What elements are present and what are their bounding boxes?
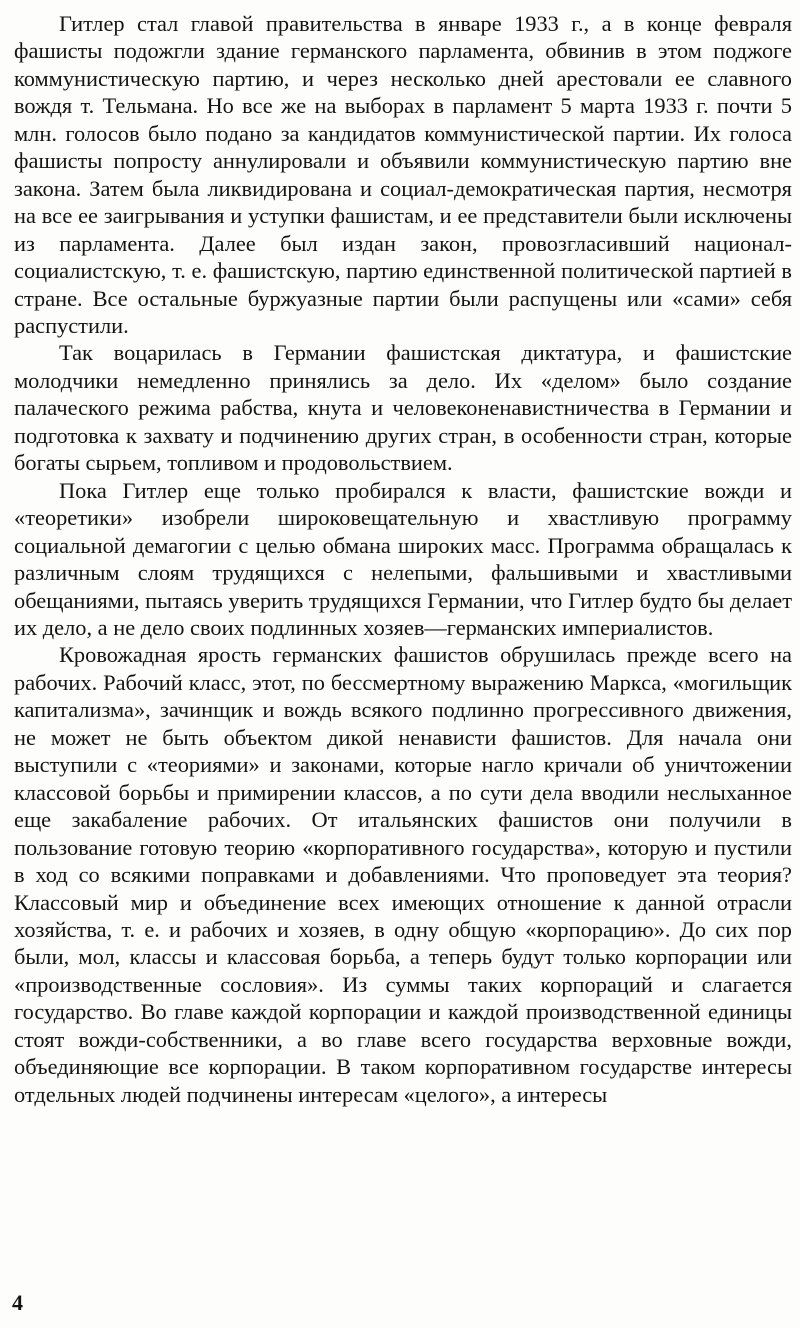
paragraph-1: Гитлер стал главой правительства в январе 1933 г., а в конце февраля фашисты подожгли здание германского парламента, обвинив в этом поджоге коммунистическую партию, и через несколько дней арестовали ее славного вождя т. Тельмана. Но все же на выборах в парламент 5 марта 1933 г. почти 5 млн. голосов было подано за кандидатов коммунистической партии. Их голоса фашисты попросту аннулировали и объявили коммунистическую партию вне закона. Затем была ликвидирована и социал-демократическая партия, несмотря на все ее заигрывания и уступки фашистам, и ее представители были исключены из парламента. Далее был издан закон, провозгласивший национал-социалистскую, т. е. фашистскую, партию единственной политической партией в стране. Все остальные буржуазные партии были распущены или «сами» себя распустили. (14, 11, 792, 338)
page-number: 4 (12, 1290, 23, 1315)
paragraph-3: Пока Гитлер еще только пробирался к власти, фашистские вожди и «теоретики» изобрели широковещательную и хвастливую программу социальной демагогии с целью обмана широких масс. Программа обращалась к различным слоям трудящихся с нелепыми, фальшивыми и хвастливыми обещаниями, пытаясь уверить трудящихся Германии, что Гитлер будто бы делает их дело, а не дело своих подлинных хозяев—германских империалистов. (14, 477, 792, 640)
paragraph-4: Кровожадная ярость германских фашистов обрушилась прежде всего на рабочих. Рабочий класс, этот, по бессмертному выражению Маркса, «могильщик капитализма», зачинщик и вождь всякого подлинно прогрессивного движения, не может не быть объектом дикой ненависти фашистов. Для начала они выступили с «теориями» и законами, которые нагло кричали об уничтожении классовой борьбы и примирении классов, а по сути дела вводили неслыханное еще закабаление рабочих. От итальянских фашистов они получили в пользование готовую теорию «корпоративного государства», которую и пустили в ход со всякими поправками и добавлениями. Что проповедует эта теория? Классовый мир и объединение всех имеющих отношение к данной отрасли хозяйства, т. е. и рабочих и хозяев, в одну общую «корпорацию». До сих пор были, мол, классы и классовая борьба, а теперь будут только корпорации или «производственные сословия». Из суммы таких корпораций и слагается государство. Во главе каждой корпорации и каждой производственной единицы стоят вожди-собственники, а во главе всего государства верховные вожди, объединяющие все корпорации. В таком корпоративном государстве интересы отдельных людей подчинены интересам «целого», а интересы (14, 642, 792, 1107)
body-text (14, 10, 792, 1108)
paragraph-2: Так воцарилась в Германии фашистская диктатура, и фашистские молодчики немедленно принялись за дело. Их «делом» было создание палаческого режима рабства, кнута и человеконенавистничества в Германии и подготовка к захвату и подчинению других стран, в особенности стран, которые богаты сырьем, топливом и продовольствием. (14, 340, 792, 476)
